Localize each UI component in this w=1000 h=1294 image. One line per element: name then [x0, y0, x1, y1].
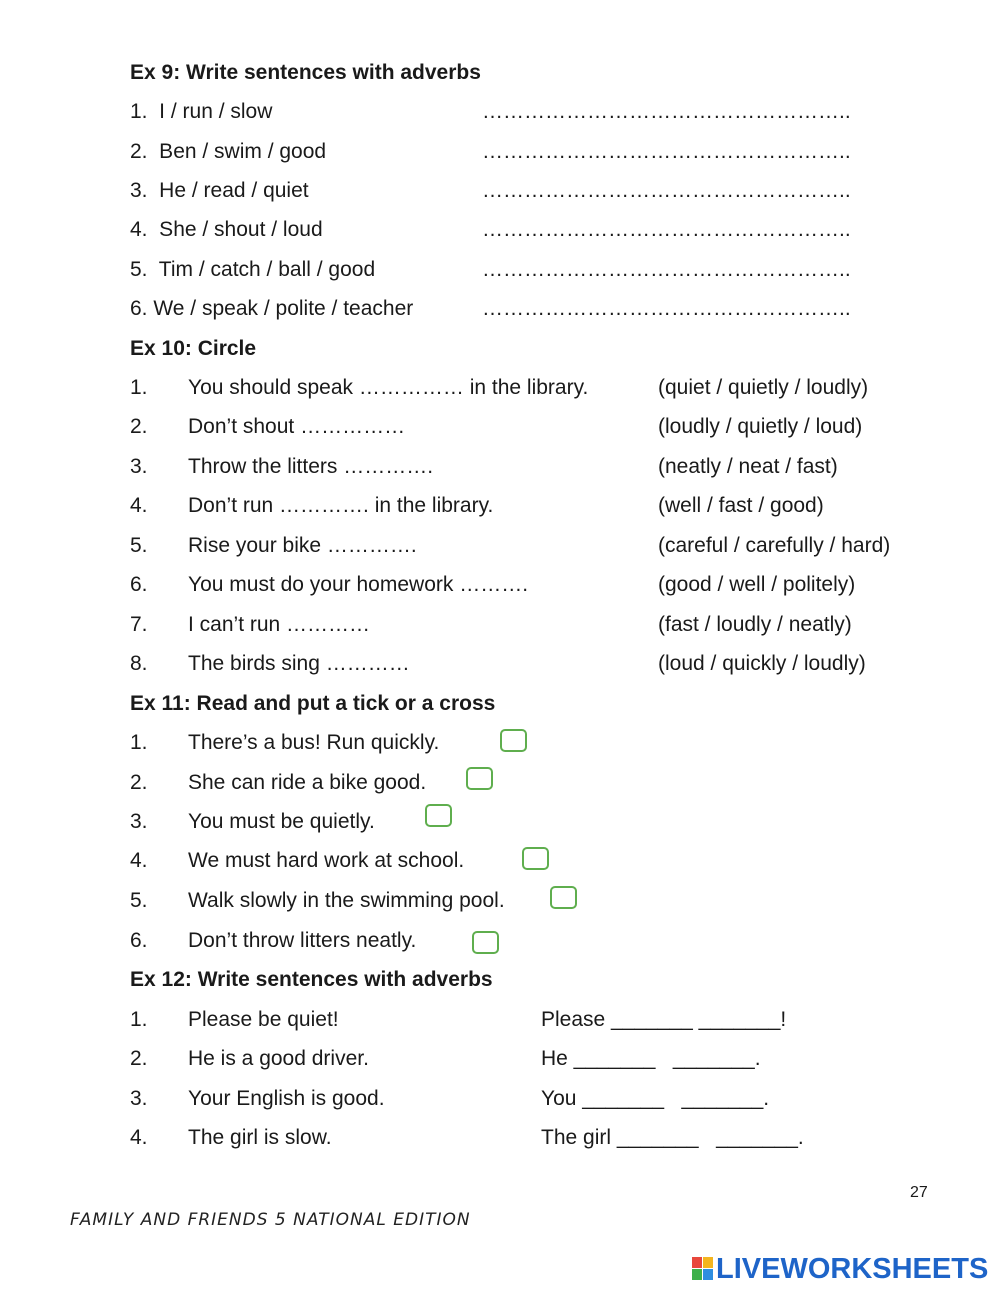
- ex11-num-5: 5.: [130, 889, 148, 912]
- ex10-num-8: 8.: [130, 652, 148, 675]
- ex9-prompt-4: 4. She / shout / loud: [130, 218, 323, 241]
- page-number: 27: [910, 1184, 928, 1201]
- logo-text: LIVEWORKSHEETS: [716, 1253, 989, 1285]
- ex12-answer-2[interactable]: He _______ _______.: [541, 1047, 761, 1070]
- ex10-num-6: 6.: [130, 573, 148, 596]
- tick-box-4[interactable]: [522, 847, 549, 870]
- ex10-num-3: 3.: [130, 455, 148, 478]
- ex9-answer-1[interactable]: ……………………………………………..: [482, 100, 851, 123]
- ex10-sentence-5: Rise your bike ………….: [188, 534, 417, 557]
- ex9-answer-2[interactable]: ……………………………………………..: [482, 140, 851, 163]
- tick-box-1[interactable]: [500, 729, 527, 752]
- ex12-answer-1[interactable]: Please _______ _______!: [541, 1008, 787, 1031]
- ex10-sentence-7: I can’t run …………: [188, 613, 371, 636]
- ex10-num-7: 7.: [130, 613, 148, 636]
- ex9-prompt-2: 2. Ben / swim / good: [130, 140, 327, 163]
- ex12-answer-3[interactable]: You _______ _______.: [541, 1087, 770, 1110]
- ex10-num-5: 5.: [130, 534, 148, 557]
- tick-box-2[interactable]: [466, 767, 493, 790]
- tick-box-3[interactable]: [425, 804, 452, 827]
- ex12-sentence-1: Please be quiet!: [188, 1008, 339, 1031]
- ex10-sentence-4: Don’t run …………. in the library.: [188, 494, 494, 517]
- ex10-sentence-1: You should speak …………… in the library.: [188, 376, 589, 399]
- ex10-options-6[interactable]: (good / well / politely): [658, 573, 856, 596]
- ex12-sentence-3: Your English is good.: [188, 1087, 385, 1110]
- ex10-sentence-8: The birds sing …………: [188, 652, 410, 675]
- ex12-num-3: 3.: [130, 1087, 148, 1110]
- liveworksheets-logo: [692, 1255, 988, 1283]
- ex11-num-2: 2.: [130, 771, 148, 794]
- ex11-num-3: 3.: [130, 810, 148, 833]
- ex10-options-2[interactable]: (loudly / quietly / loud): [658, 415, 863, 438]
- ex10-sentence-3: Throw the litters ………….: [188, 455, 434, 478]
- ex11-num-4: 4.: [130, 849, 148, 872]
- ex11-sentence-1: There’s a bus! Run quickly.: [188, 731, 440, 754]
- ex10-options-8[interactable]: (loud / quickly / loudly): [658, 652, 866, 675]
- ex9-answer-4[interactable]: ……………………………………………..: [482, 218, 851, 241]
- ex11-title: Ex 11: Read and put a tick or a cross: [130, 692, 496, 715]
- footer-title: FAMILY AND FRIENDS 5 NATIONAL EDITION: [70, 1210, 471, 1230]
- ex10-title: Ex 10: Circle: [130, 337, 257, 360]
- ex9-prompt-3: 3. He / read / quiet: [130, 179, 309, 202]
- ex10-options-1[interactable]: (quiet / quietly / loudly): [658, 376, 869, 399]
- ex10-sentence-6: You must do your homework ……….: [188, 573, 529, 596]
- ex10-options-5[interactable]: (careful / carefully / hard): [658, 534, 891, 557]
- ex9-prompt-5: 5. Tim / catch / ball / good: [130, 258, 376, 281]
- ex9-prompt-1: 1. I / run / slow: [130, 100, 273, 123]
- tick-box-6[interactable]: [472, 931, 499, 954]
- ex10-sentence-2: Don’t shout ……………: [188, 415, 406, 438]
- ex10-options-3[interactable]: (neatly / neat / fast): [658, 455, 838, 478]
- ex11-num-1: 1.: [130, 731, 148, 754]
- ex9-answer-6[interactable]: ……………………………………………..: [482, 297, 851, 320]
- ex12-num-1: 1.: [130, 1008, 148, 1031]
- ex11-sentence-5: Walk slowly in the swimming pool.: [188, 889, 505, 912]
- ex9-prompt-6: 6. We / speak / polite / teacher: [130, 297, 414, 320]
- ex11-num-6: 6.: [130, 929, 148, 952]
- ex12-answer-4[interactable]: The girl _______ _______.: [541, 1126, 804, 1149]
- ex12-num-4: 4.: [130, 1126, 148, 1149]
- ex11-sentence-4: We must hard work at school.: [188, 849, 465, 872]
- ex10-options-4[interactable]: (well / fast / good): [658, 494, 824, 517]
- ex10-options-7[interactable]: (fast / loudly / neatly): [658, 613, 852, 636]
- ex12-num-2: 2.: [130, 1047, 148, 1070]
- ex11-sentence-2: She can ride a bike good.: [188, 771, 427, 794]
- ex12-sentence-4: The girl is slow.: [188, 1126, 332, 1149]
- tick-box-5[interactable]: [550, 886, 577, 909]
- ex9-title: Ex 9: Write sentences with adverbs: [130, 61, 481, 84]
- logo-mark-icon: [692, 1257, 714, 1281]
- ex11-sentence-3: You must be quietly.: [188, 810, 375, 833]
- ex9-answer-3[interactable]: ……………………………………………..: [482, 179, 851, 202]
- ex9-answer-5[interactable]: ……………………………………………..: [482, 258, 851, 281]
- ex11-sentence-6: Don’t throw litters neatly.: [188, 929, 417, 952]
- ex10-num-4: 4.: [130, 494, 148, 517]
- ex12-title: Ex 12: Write sentences with adverbs: [130, 968, 493, 991]
- ex12-sentence-2: He is a good driver.: [188, 1047, 369, 1070]
- ex10-num-2: 2.: [130, 415, 148, 438]
- ex10-num-1: 1.: [130, 376, 148, 399]
